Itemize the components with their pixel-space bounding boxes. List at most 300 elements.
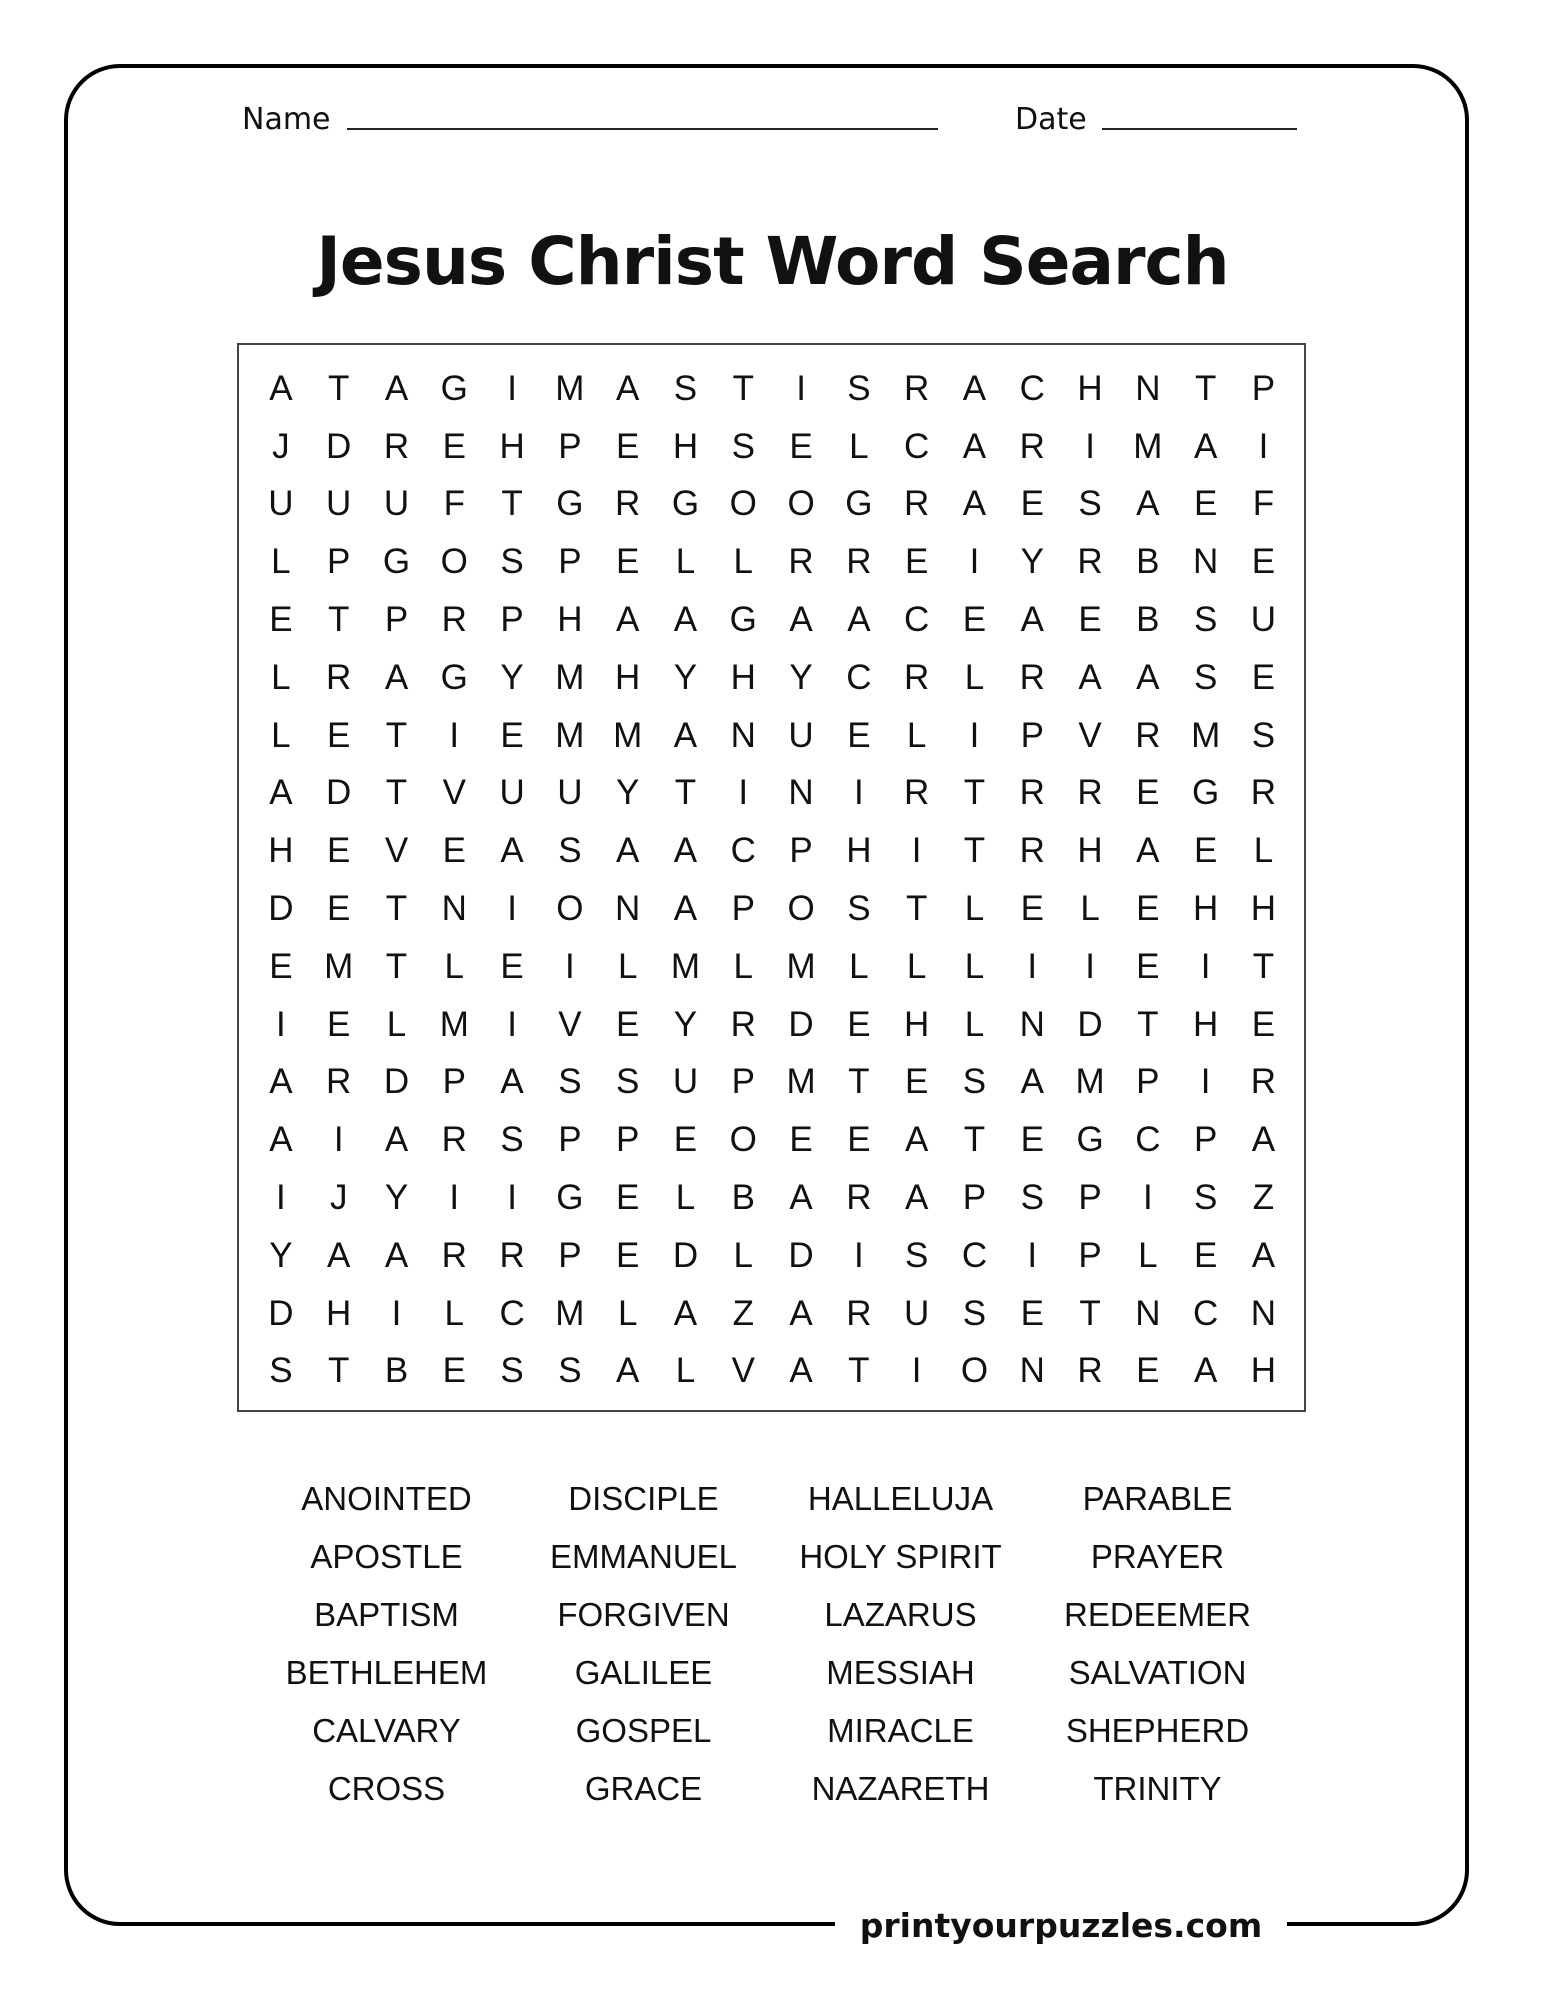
- grid-cell[interactable]: M: [555, 1293, 585, 1333]
- grid-cell[interactable]: Y: [789, 657, 813, 697]
- grid-cell[interactable]: R: [904, 773, 930, 813]
- grid-cell[interactable]: T: [848, 1062, 870, 1102]
- grid-cell[interactable]: A: [1136, 657, 1160, 697]
- grid-cell[interactable]: E: [327, 889, 351, 929]
- grid-cell[interactable]: S: [962, 1293, 987, 1333]
- grid-cell[interactable]: E: [616, 1178, 640, 1218]
- grid-cell[interactable]: M: [324, 946, 354, 986]
- grid-cell[interactable]: L: [849, 946, 869, 986]
- grid-cell[interactable]: V: [1078, 715, 1102, 755]
- grid-cell[interactable]: D: [326, 426, 352, 466]
- grid-cell[interactable]: R: [846, 1293, 872, 1333]
- grid-cell[interactable]: I: [854, 773, 864, 813]
- grid-cell[interactable]: H: [672, 426, 699, 466]
- grid-cell[interactable]: S: [847, 889, 871, 929]
- grid-cell[interactable]: I: [276, 1004, 286, 1044]
- grid-cell[interactable]: H: [1193, 889, 1219, 929]
- grid-cell[interactable]: G: [556, 1178, 584, 1218]
- grid-cell[interactable]: U: [326, 484, 352, 524]
- grid-cell[interactable]: R: [1077, 542, 1103, 582]
- grid-cell[interactable]: L: [444, 1293, 465, 1333]
- grid-cell[interactable]: M: [555, 657, 585, 697]
- grid-cell[interactable]: V: [442, 773, 466, 813]
- grid-cell[interactable]: G: [729, 600, 757, 640]
- grid-cell[interactable]: A: [789, 1351, 813, 1391]
- grid-cell[interactable]: A: [962, 484, 987, 524]
- grid-cell[interactable]: U: [383, 484, 410, 524]
- grid-cell[interactable]: I: [969, 715, 980, 755]
- grid-cell[interactable]: E: [1251, 1004, 1276, 1044]
- grid-cell[interactable]: E: [1193, 1235, 1218, 1275]
- grid-cell[interactable]: E: [1020, 1293, 1044, 1333]
- name-field[interactable]: [347, 128, 938, 130]
- grid-cell[interactable]: U: [788, 715, 814, 755]
- grid-cell[interactable]: A: [327, 1235, 351, 1275]
- grid-cell[interactable]: L: [733, 542, 753, 582]
- grid-cell[interactable]: T: [1252, 946, 1275, 986]
- grid-cell[interactable]: L: [906, 946, 927, 986]
- grid-cell[interactable]: T: [674, 773, 697, 813]
- grid-cell[interactable]: A: [616, 831, 640, 871]
- grid-cell[interactable]: L: [271, 542, 291, 582]
- grid-cell[interactable]: A: [673, 715, 698, 755]
- grid-cell[interactable]: S: [1193, 600, 1218, 640]
- grid-cell[interactable]: S: [904, 1235, 929, 1275]
- grid-cell[interactable]: R: [904, 368, 930, 408]
- grid-cell[interactable]: I: [1085, 946, 1095, 986]
- grid-cell[interactable]: P: [1251, 368, 1276, 408]
- grid-cell[interactable]: Y: [673, 657, 698, 697]
- grid-cell[interactable]: M: [555, 715, 585, 755]
- grid-cell[interactable]: T: [1137, 1004, 1159, 1044]
- grid-cell[interactable]: N: [1019, 1004, 1045, 1044]
- grid-cell[interactable]: I: [969, 542, 980, 582]
- grid-cell[interactable]: S: [1193, 1178, 1218, 1218]
- grid-cell[interactable]: B: [1136, 600, 1160, 640]
- grid-cell[interactable]: O: [440, 542, 468, 582]
- grid-cell[interactable]: Y: [1020, 542, 1044, 582]
- grid-cell[interactable]: L: [271, 657, 291, 697]
- grid-cell[interactable]: O: [729, 1120, 757, 1160]
- grid-cell[interactable]: I: [1085, 426, 1095, 466]
- grid-cell[interactable]: A: [384, 368, 409, 408]
- grid-cell[interactable]: N: [788, 773, 814, 813]
- grid-cell[interactable]: A: [616, 1351, 640, 1391]
- grid-cell[interactable]: A: [1078, 657, 1102, 697]
- grid-cell[interactable]: P: [500, 600, 524, 640]
- grid-cell[interactable]: H: [1250, 889, 1277, 929]
- grid-cell[interactable]: A: [269, 773, 293, 813]
- grid-cell[interactable]: G: [440, 657, 468, 697]
- grid-cell[interactable]: I: [1200, 946, 1211, 986]
- grid-cell[interactable]: I: [276, 1178, 286, 1218]
- grid-cell[interactable]: R: [1250, 773, 1277, 813]
- grid-cell[interactable]: E: [616, 1004, 640, 1044]
- grid-cell[interactable]: S: [558, 831, 582, 871]
- grid-cell[interactable]: L: [733, 946, 753, 986]
- grid-cell[interactable]: I: [507, 368, 517, 408]
- grid-cell[interactable]: A: [616, 368, 640, 408]
- grid-cell[interactable]: U: [1250, 600, 1277, 640]
- grid-cell[interactable]: A: [789, 600, 813, 640]
- grid-cell[interactable]: E: [789, 426, 813, 466]
- grid-cell[interactable]: N: [1019, 1351, 1045, 1391]
- grid-cell[interactable]: I: [796, 368, 806, 408]
- grid-cell[interactable]: E: [1078, 600, 1102, 640]
- grid-cell[interactable]: N: [615, 889, 641, 929]
- grid-cell[interactable]: T: [385, 773, 408, 813]
- grid-cell[interactable]: P: [442, 1062, 466, 1102]
- grid-cell[interactable]: A: [500, 1062, 524, 1102]
- grid-cell[interactable]: A: [789, 1293, 813, 1333]
- grid-cell[interactable]: L: [271, 715, 291, 755]
- grid-cell[interactable]: O: [787, 484, 815, 524]
- grid-cell[interactable]: Y: [673, 1004, 698, 1044]
- grid-cell[interactable]: C: [1019, 368, 1045, 408]
- grid-cell[interactable]: E: [1020, 484, 1044, 524]
- grid-cell[interactable]: L: [964, 1004, 985, 1044]
- grid-cell[interactable]: O: [960, 1351, 989, 1391]
- grid-cell[interactable]: M: [786, 1062, 816, 1102]
- grid-cell[interactable]: I: [1200, 1062, 1211, 1102]
- grid-cell[interactable]: P: [558, 1120, 582, 1160]
- grid-cell[interactable]: Z: [1252, 1178, 1275, 1218]
- grid-cell[interactable]: J: [329, 1178, 348, 1218]
- grid-cell[interactable]: L: [906, 715, 927, 755]
- grid-cell[interactable]: I: [507, 1004, 517, 1044]
- grid-cell[interactable]: S: [731, 426, 755, 466]
- grid-cell[interactable]: A: [1136, 831, 1160, 871]
- grid-cell[interactable]: S: [1251, 715, 1276, 755]
- grid-cell[interactable]: E: [500, 946, 524, 986]
- grid-cell[interactable]: A: [673, 831, 698, 871]
- grid-cell[interactable]: E: [327, 715, 351, 755]
- grid-cell[interactable]: T: [1194, 368, 1217, 408]
- grid-cell[interactable]: Y: [616, 773, 640, 813]
- grid-cell[interactable]: P: [1136, 1062, 1160, 1102]
- grid-cell[interactable]: E: [904, 542, 929, 582]
- grid-cell[interactable]: E: [1193, 831, 1218, 871]
- grid-cell[interactable]: C: [730, 831, 756, 871]
- grid-cell[interactable]: E: [904, 1062, 929, 1102]
- grid-cell[interactable]: F: [1252, 484, 1275, 524]
- grid-cell[interactable]: T: [963, 773, 986, 813]
- grid-cell[interactable]: I: [507, 889, 517, 929]
- grid-cell[interactable]: O: [729, 484, 757, 524]
- grid-cell[interactable]: M: [786, 946, 816, 986]
- grid-cell[interactable]: M: [1133, 426, 1163, 466]
- grid-cell[interactable]: E: [269, 946, 293, 986]
- grid-cell[interactable]: N: [1135, 1293, 1161, 1333]
- grid-cell[interactable]: I: [911, 831, 922, 871]
- grid-cell[interactable]: L: [964, 657, 985, 697]
- grid-cell[interactable]: P: [1078, 1235, 1102, 1275]
- grid-cell[interactable]: U: [268, 484, 294, 524]
- grid-cell[interactable]: H: [499, 426, 525, 466]
- grid-cell[interactable]: I: [565, 946, 575, 986]
- grid-cell[interactable]: L: [617, 1293, 638, 1333]
- grid-cell[interactable]: E: [1193, 484, 1218, 524]
- grid-cell[interactable]: A: [904, 1178, 929, 1218]
- grid-cell[interactable]: D: [383, 1062, 410, 1102]
- grid-cell[interactable]: A: [1136, 484, 1160, 524]
- grid-cell[interactable]: C: [1135, 1120, 1161, 1160]
- grid-cell[interactable]: P: [962, 1178, 987, 1218]
- grid-cell[interactable]: T: [385, 946, 408, 986]
- grid-cell[interactable]: T: [905, 889, 928, 929]
- grid-cell[interactable]: A: [1251, 1120, 1276, 1160]
- grid-cell[interactable]: H: [557, 600, 583, 640]
- grid-cell[interactable]: P: [731, 889, 755, 929]
- grid-cell[interactable]: E: [327, 1004, 351, 1044]
- grid-cell[interactable]: E: [1251, 542, 1276, 582]
- grid-cell[interactable]: R: [499, 1235, 525, 1275]
- grid-cell[interactable]: T: [501, 484, 523, 524]
- grid-cell[interactable]: V: [384, 831, 409, 871]
- grid-cell[interactable]: A: [269, 1062, 293, 1102]
- grid-cell[interactable]: V: [558, 1004, 582, 1044]
- grid-cell[interactable]: G: [556, 484, 584, 524]
- grid-cell[interactable]: I: [507, 1178, 517, 1218]
- grid-cell[interactable]: P: [327, 542, 351, 582]
- grid-cell[interactable]: T: [385, 889, 408, 929]
- grid-cell[interactable]: L: [964, 889, 985, 929]
- grid-cell[interactable]: D: [1077, 1004, 1103, 1044]
- grid-cell[interactable]: E: [442, 426, 466, 466]
- grid-cell[interactable]: D: [672, 1235, 699, 1275]
- grid-cell[interactable]: V: [731, 1351, 755, 1391]
- grid-cell[interactable]: R: [1077, 773, 1103, 813]
- grid-cell[interactable]: P: [731, 1062, 755, 1102]
- grid-cell[interactable]: N: [1193, 542, 1219, 582]
- grid-cell[interactable]: S: [616, 1062, 640, 1102]
- grid-cell[interactable]: I: [391, 1293, 402, 1333]
- grid-cell[interactable]: M: [439, 1004, 469, 1044]
- grid-cell[interactable]: A: [673, 1293, 698, 1333]
- grid-cell[interactable]: H: [904, 1004, 930, 1044]
- grid-cell[interactable]: H: [1077, 831, 1103, 871]
- grid-cell[interactable]: L: [1253, 831, 1274, 871]
- grid-cell[interactable]: H: [615, 657, 641, 697]
- grid-cell[interactable]: A: [1020, 600, 1044, 640]
- grid-cell[interactable]: M: [1191, 715, 1221, 755]
- grid-cell[interactable]: N: [441, 889, 467, 929]
- grid-cell[interactable]: E: [616, 426, 640, 466]
- grid-cell[interactable]: Y: [500, 657, 524, 697]
- grid-cell[interactable]: T: [848, 1351, 870, 1391]
- grid-cell[interactable]: T: [385, 715, 408, 755]
- grid-cell[interactable]: A: [269, 1120, 293, 1160]
- grid-cell[interactable]: D: [268, 889, 294, 929]
- grid-cell[interactable]: S: [558, 1062, 582, 1102]
- grid-cell[interactable]: R: [441, 1235, 467, 1275]
- grid-cell[interactable]: E: [673, 1120, 698, 1160]
- grid-cell[interactable]: T: [328, 600, 350, 640]
- grid-cell[interactable]: R: [441, 1120, 467, 1160]
- grid-cell[interactable]: I: [1258, 426, 1269, 466]
- grid-cell[interactable]: P: [384, 600, 409, 640]
- grid-cell[interactable]: L: [1138, 1235, 1158, 1275]
- grid-cell[interactable]: E: [847, 715, 871, 755]
- grid-cell[interactable]: I: [1027, 1235, 1038, 1275]
- grid-cell[interactable]: L: [675, 1351, 696, 1391]
- grid-cell[interactable]: R: [1019, 773, 1045, 813]
- grid-cell[interactable]: I: [1142, 1178, 1153, 1218]
- grid-cell[interactable]: A: [384, 1120, 409, 1160]
- grid-cell[interactable]: R: [846, 1178, 872, 1218]
- grid-cell[interactable]: S: [500, 1120, 524, 1160]
- grid-cell[interactable]: E: [1136, 946, 1160, 986]
- grid-cell[interactable]: O: [787, 889, 815, 929]
- grid-cell[interactable]: N: [1250, 1293, 1277, 1333]
- grid-cell[interactable]: M: [555, 368, 585, 408]
- grid-cell[interactable]: T: [1079, 1293, 1101, 1333]
- grid-cell[interactable]: U: [499, 773, 525, 813]
- grid-cell[interactable]: G: [671, 484, 700, 524]
- grid-cell[interactable]: S: [673, 368, 698, 408]
- grid-cell[interactable]: S: [500, 1351, 524, 1391]
- grid-cell[interactable]: L: [675, 1178, 696, 1218]
- grid-cell[interactable]: I: [738, 773, 749, 813]
- grid-cell[interactable]: I: [854, 1235, 864, 1275]
- grid-cell[interactable]: R: [846, 542, 872, 582]
- grid-cell[interactable]: C: [904, 426, 930, 466]
- grid-cell[interactable]: L: [849, 426, 869, 466]
- grid-cell[interactable]: L: [444, 946, 465, 986]
- date-field[interactable]: [1102, 128, 1297, 130]
- grid-cell[interactable]: D: [326, 773, 352, 813]
- grid-cell[interactable]: S: [1020, 1178, 1044, 1218]
- grid-cell[interactable]: A: [616, 600, 640, 640]
- grid-cell[interactable]: H: [1193, 1004, 1219, 1044]
- grid-cell[interactable]: G: [845, 484, 873, 524]
- grid-cell[interactable]: I: [911, 1351, 922, 1391]
- grid-cell[interactable]: I: [449, 715, 460, 755]
- grid-cell[interactable]: L: [675, 542, 696, 582]
- grid-cell[interactable]: E: [1136, 1351, 1160, 1391]
- grid-cell[interactable]: M: [1075, 1062, 1105, 1102]
- grid-cell[interactable]: T: [328, 1351, 350, 1391]
- grid-cell[interactable]: L: [964, 946, 985, 986]
- grid-cell[interactable]: Z: [732, 1293, 754, 1333]
- grid-cell[interactable]: R: [1019, 831, 1045, 871]
- grid-cell[interactable]: P: [558, 1235, 582, 1275]
- grid-cell[interactable]: H: [730, 657, 756, 697]
- grid-cell[interactable]: N: [730, 715, 756, 755]
- grid-cell[interactable]: H: [268, 831, 294, 871]
- grid-cell[interactable]: L: [1080, 889, 1100, 929]
- grid-cell[interactable]: R: [441, 600, 467, 640]
- grid-cell[interactable]: U: [904, 1293, 930, 1333]
- grid-cell[interactable]: J: [272, 426, 290, 466]
- grid-cell[interactable]: Y: [269, 1235, 293, 1275]
- grid-cell[interactable]: E: [847, 1120, 871, 1160]
- grid-cell[interactable]: E: [1251, 657, 1276, 697]
- grid-cell[interactable]: E: [1020, 1120, 1044, 1160]
- grid-cell[interactable]: E: [1136, 773, 1160, 813]
- grid-cell[interactable]: C: [499, 1293, 525, 1333]
- grid-cell[interactable]: E: [327, 831, 351, 871]
- grid-cell[interactable]: A: [673, 889, 698, 929]
- grid-cell[interactable]: P: [789, 831, 813, 871]
- grid-cell[interactable]: P: [616, 1120, 640, 1160]
- grid-cell[interactable]: I: [333, 1120, 344, 1160]
- grid-cell[interactable]: A: [673, 600, 698, 640]
- grid-cell[interactable]: M: [670, 946, 701, 986]
- grid-cell[interactable]: B: [731, 1178, 755, 1218]
- grid-cell[interactable]: R: [326, 1062, 352, 1102]
- grid-cell[interactable]: D: [788, 1235, 814, 1275]
- grid-cell[interactable]: S: [558, 1351, 582, 1391]
- grid-cell[interactable]: E: [442, 831, 466, 871]
- grid-cell[interactable]: H: [326, 1293, 352, 1333]
- grid-cell[interactable]: B: [1136, 542, 1160, 582]
- grid-cell[interactable]: E: [1136, 889, 1160, 929]
- grid-cell[interactable]: P: [1078, 1178, 1102, 1218]
- grid-cell[interactable]: R: [904, 657, 930, 697]
- grid-cell[interactable]: T: [732, 368, 754, 408]
- grid-cell[interactable]: G: [1076, 1120, 1104, 1160]
- grid-cell[interactable]: R: [1019, 426, 1045, 466]
- grid-cell[interactable]: E: [500, 715, 524, 755]
- grid-cell[interactable]: A: [1020, 1062, 1044, 1102]
- grid-cell[interactable]: R: [1250, 1062, 1277, 1102]
- grid-cell[interactable]: D: [268, 1293, 294, 1333]
- grid-cell[interactable]: A: [789, 1178, 813, 1218]
- grid-cell[interactable]: A: [847, 600, 871, 640]
- grid-cell[interactable]: R: [383, 426, 410, 466]
- grid-cell[interactable]: R: [326, 657, 352, 697]
- grid-cell[interactable]: A: [1193, 426, 1218, 466]
- grid-cell[interactable]: E: [442, 1351, 466, 1391]
- grid-cell[interactable]: C: [846, 657, 872, 697]
- grid-cell[interactable]: C: [961, 1235, 988, 1275]
- grid-cell[interactable]: A: [269, 368, 293, 408]
- grid-cell[interactable]: I: [1027, 946, 1038, 986]
- grid-cell[interactable]: G: [440, 368, 468, 408]
- grid-cell[interactable]: L: [733, 1235, 753, 1275]
- grid-cell[interactable]: T: [963, 1120, 986, 1160]
- grid-cell[interactable]: O: [556, 889, 584, 929]
- grid-cell[interactable]: C: [1193, 1293, 1219, 1333]
- grid-cell[interactable]: P: [1020, 715, 1044, 755]
- grid-cell[interactable]: P: [558, 426, 582, 466]
- grid-cell[interactable]: P: [1193, 1120, 1218, 1160]
- grid-cell[interactable]: H: [1250, 1351, 1277, 1391]
- grid-cell[interactable]: A: [500, 831, 524, 871]
- grid-cell[interactable]: S: [962, 1062, 987, 1102]
- grid-cell[interactable]: L: [386, 1004, 407, 1044]
- grid-cell[interactable]: F: [443, 484, 465, 524]
- grid-cell[interactable]: A: [904, 1120, 929, 1160]
- grid-cell[interactable]: A: [384, 1235, 409, 1275]
- grid-cell[interactable]: E: [616, 1235, 640, 1275]
- grid-cell[interactable]: R: [615, 484, 641, 524]
- grid-cell[interactable]: A: [962, 426, 987, 466]
- grid-cell[interactable]: T: [963, 831, 986, 871]
- grid-cell[interactable]: I: [449, 1178, 460, 1218]
- grid-cell[interactable]: S: [1193, 657, 1218, 697]
- grid-cell[interactable]: A: [1251, 1235, 1276, 1275]
- grid-cell[interactable]: E: [616, 542, 640, 582]
- grid-cell[interactable]: N: [1135, 368, 1161, 408]
- grid-cell[interactable]: R: [1135, 715, 1161, 755]
- grid-cell[interactable]: P: [558, 542, 582, 582]
- grid-cell[interactable]: G: [1192, 773, 1220, 813]
- grid-cell[interactable]: S: [500, 542, 524, 582]
- grid-cell[interactable]: S: [847, 368, 871, 408]
- grid-cell[interactable]: B: [384, 1351, 409, 1391]
